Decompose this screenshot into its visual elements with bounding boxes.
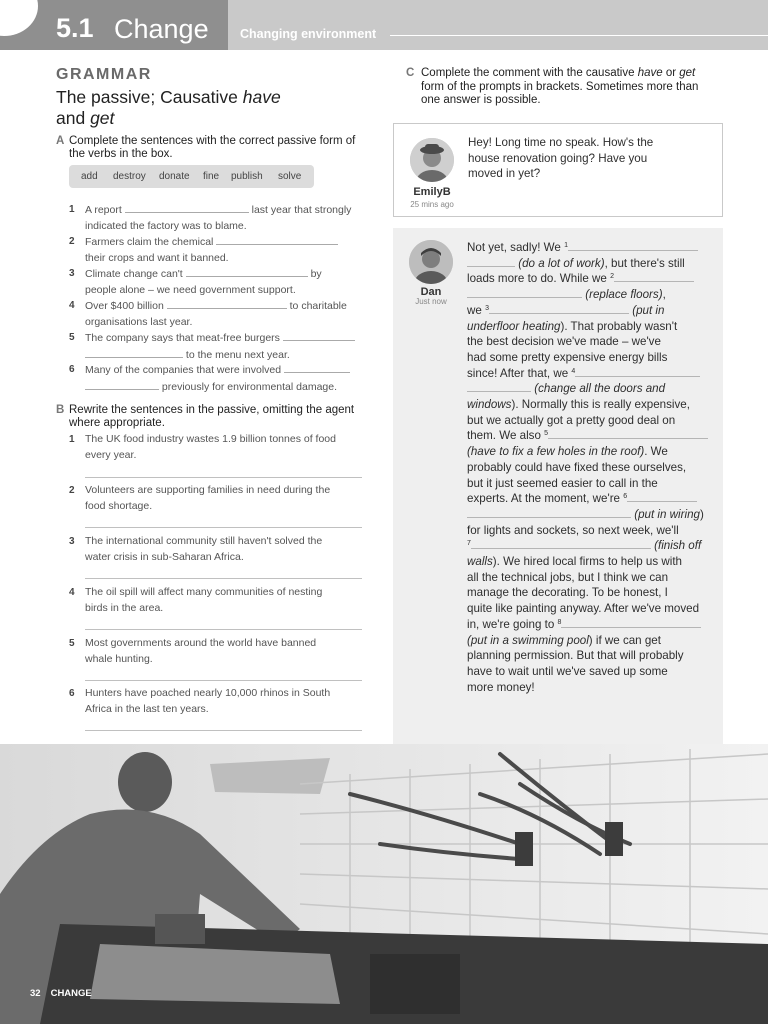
unit-subtitle: Changing environment <box>240 27 377 41</box>
title-text: and <box>56 108 91 128</box>
gap-number: 2 <box>610 273 614 281</box>
answer-line[interactable] <box>85 477 362 478</box>
answer-blank[interactable] <box>186 266 308 277</box>
unit-header <box>0 0 768 50</box>
gap-number: 6 <box>623 493 628 501</box>
item-number: 2 <box>69 236 75 247</box>
item-text: Africa in the last ten years. <box>85 702 209 715</box>
answer-line[interactable] <box>85 730 362 731</box>
comment-line: house renovation going? Have you <box>468 151 648 165</box>
comment-line: quite like painting anyway. After we've moved <box>467 602 700 616</box>
instruction-line: where appropriate. <box>69 417 165 429</box>
gap-blank[interactable] <box>561 618 701 628</box>
item-text: Hunters have poached nearly 10,000 rhinos in South <box>85 687 331 699</box>
gap-number: 4 <box>571 367 576 375</box>
task-letter: A <box>56 135 65 147</box>
instruction-line: the verbs in the box. <box>69 148 173 160</box>
answer-blank[interactable] <box>283 330 355 341</box>
comment-card-dan <box>393 228 723 748</box>
item-text: birds in the area. <box>85 601 164 614</box>
comment-line: probably could have fixed these ourselves, <box>467 460 687 474</box>
prompt-italic: (replace floors) <box>585 288 663 302</box>
item-number: 6 <box>69 364 75 375</box>
section-title <box>56 87 356 129</box>
item-number: 5 <box>69 638 75 649</box>
comment-text-part: experts. At the moment, we're <box>467 492 620 506</box>
comment-line: moved in yet? <box>468 167 541 181</box>
item-number: 1 <box>69 434 75 445</box>
title-text: The passive; Causative <box>56 87 243 107</box>
comment-line: but it just seemed easier to call in the <box>467 476 658 490</box>
word-box-item: fine <box>203 171 220 182</box>
instruction-line: form of the prompts in brackets. Sometimes more than <box>421 80 699 93</box>
item-text: The UK food industry wastes 1.9 billion tonnes of food <box>85 433 336 445</box>
comment-text-part: them. We also <box>467 429 541 443</box>
item-text: The international community still haven't solved the <box>85 535 323 547</box>
prompt-italic: underfloor heating <box>467 319 561 333</box>
footer-label: CHANGE <box>50 988 92 999</box>
comment-text-part: Not yet, sadly! We <box>467 241 561 254</box>
page-number: 32 <box>30 988 41 999</box>
prompt-italic: (put in a swimming pool <box>467 633 589 647</box>
gap-number: 1 <box>564 242 569 249</box>
instruction-line: Complete the sentences with the correct passive form of <box>69 135 356 147</box>
title-italic: have <box>242 87 281 107</box>
prompt-italic: (put in wiring <box>634 507 700 521</box>
comment-text-part: ) <box>699 507 704 521</box>
comment-text-part: ). Normally this is really expensive, <box>511 398 690 412</box>
comment-line: all the technical jobs, but I think we can <box>467 570 669 584</box>
comment-text-part: in, we're going to <box>467 617 555 631</box>
item-text: by <box>310 268 322 280</box>
answer-blank[interactable] <box>216 234 338 245</box>
comment-text <box>467 240 708 695</box>
comment-line: Hey! Long time no speak. How's the <box>468 136 654 149</box>
avatar <box>409 240 453 284</box>
prompt-italic: (put in <box>632 303 665 317</box>
gap-blank[interactable] <box>548 429 708 439</box>
section-label: GRAMMAR <box>56 66 152 83</box>
comment-card-emily <box>393 123 723 217</box>
item-number: 4 <box>69 587 75 598</box>
gap-blank[interactable] <box>489 304 629 314</box>
word-box-item: solve <box>278 171 302 182</box>
item-text: The company says that meat-free burgers <box>85 332 280 344</box>
prompt-italic: (have to fix a few holes in the roof) <box>467 445 645 459</box>
comment-line: the best decision we've made – we've <box>467 335 661 349</box>
comment-line: have to wait until we've saved up some <box>467 664 668 678</box>
item-text: last year that strongly <box>251 204 352 216</box>
item-text: Most governments around the world have banned <box>85 637 317 649</box>
answer-line[interactable] <box>85 680 362 681</box>
word-box-item: donate <box>159 171 190 182</box>
comment-text-part: since! After that, we <box>467 366 569 380</box>
word-box-item: destroy <box>113 171 146 182</box>
comment-line: manage the decorating. To be honest, I <box>467 586 668 600</box>
item-number: 3 <box>69 536 75 547</box>
instruction-text: Complete the comment with the causative <box>421 67 638 79</box>
gap-blank[interactable] <box>568 241 698 251</box>
comment-text-part: loads more to do. While we <box>467 272 607 286</box>
gap-number: 8 <box>557 618 562 626</box>
username: EmilyB <box>413 186 451 198</box>
prompt-italic: windows <box>467 398 512 412</box>
renovation-photo <box>0 744 768 1024</box>
item-text: Climate change can't <box>85 268 183 280</box>
answer-line[interactable] <box>85 527 362 528</box>
comment-text-part: . We <box>644 445 668 459</box>
comment-line: planning permission. But that will probably <box>467 649 684 663</box>
comment-text-part: , but there's still <box>604 256 685 270</box>
gap-blank[interactable] <box>467 288 582 298</box>
item-number: 4 <box>69 300 75 311</box>
item-text: to the menu next year. <box>185 348 290 361</box>
prompt-italic: (change all the doors and <box>534 382 666 396</box>
header-rule <box>390 35 768 36</box>
unit-number: 5.1 <box>56 13 94 43</box>
answer-blank[interactable] <box>167 298 287 309</box>
gap-blank[interactable] <box>614 272 694 282</box>
prompt-italic: (finish off <box>654 539 702 553</box>
comment-line: but we actually got a pretty good deal on <box>467 413 676 427</box>
item-text: whale hunting. <box>85 652 153 665</box>
answer-blank[interactable] <box>85 347 183 358</box>
instruction-line: Rewrite the sentences in the passive, omitting the agent <box>69 404 355 416</box>
item-text: every year. <box>85 448 137 461</box>
item-text: Over $400 billion <box>85 300 164 312</box>
answer-blank[interactable] <box>125 202 249 213</box>
item-text: people alone – we need government support. <box>85 283 296 296</box>
post-time: Just now <box>415 297 447 306</box>
comment-line: for lights and sockets, so next week, we'll <box>467 523 679 537</box>
gap-blank[interactable] <box>467 257 515 267</box>
gap-blank[interactable] <box>467 382 531 392</box>
answer-blank[interactable] <box>85 379 159 390</box>
item-text: Volunteers are supporting families in need during the <box>85 484 331 496</box>
instruction-text: or <box>662 67 680 79</box>
item-text: indicated the factory was to blame. <box>85 219 247 232</box>
comment-text-part: we <box>467 303 482 317</box>
word-box-item: publish <box>231 171 263 182</box>
item-number: 3 <box>69 268 75 279</box>
username: Dan <box>420 286 442 298</box>
item-text: their crops and want it banned. <box>85 251 229 264</box>
item-text: A report <box>85 204 122 216</box>
word-box <box>69 165 314 188</box>
photo-illustration <box>0 744 768 1024</box>
gap-blank[interactable] <box>627 492 697 502</box>
word-box-item: add <box>81 171 98 182</box>
answer-line[interactable] <box>85 629 362 630</box>
title-italic: get <box>90 108 115 128</box>
comment-text-part: ). We hired local firms to help us with <box>492 555 683 569</box>
gap-number: 3 <box>485 304 489 312</box>
instruction-italic: get <box>679 67 696 79</box>
instruction-italic: have <box>637 67 663 79</box>
unit-title: Change <box>114 14 209 44</box>
gap-number: 5 <box>544 430 549 438</box>
comment-text-part: ). That probably wasn't <box>560 319 678 333</box>
instruction-line: one answer is possible. <box>421 94 541 106</box>
comment-text <box>468 135 653 182</box>
gap-blank[interactable] <box>467 508 631 518</box>
comment-text-part: ) if we can get <box>588 633 661 647</box>
answer-blank[interactable] <box>284 362 350 373</box>
item-number: 5 <box>69 332 75 343</box>
item-number: 6 <box>69 688 75 699</box>
avatar <box>410 138 454 182</box>
item-text: food shortage. <box>85 499 153 512</box>
comment-line: more money! <box>467 680 535 694</box>
prompt-italic: walls <box>467 555 493 569</box>
item-text: water crisis in sub-Saharan Africa. <box>85 550 244 563</box>
prompt-italic: (do a lot of work) <box>518 256 605 270</box>
item-text: organisations last year. <box>85 315 193 328</box>
gap-blank[interactable] <box>471 539 651 549</box>
answer-line[interactable] <box>85 578 362 579</box>
gap-number: 7 <box>467 540 471 548</box>
task-letter: C <box>406 67 415 79</box>
item-number: 1 <box>69 204 75 215</box>
task-letter: B <box>56 404 65 416</box>
item-text: Farmers claim the chemical <box>85 236 214 248</box>
page-footer <box>30 988 102 999</box>
gap-blank[interactable] <box>575 367 700 377</box>
item-text: previously for environmental damage. <box>161 380 338 393</box>
item-number: 2 <box>69 485 75 496</box>
item-text: to charitable <box>289 300 347 312</box>
item-text: The oil spill will affect many communities of nesting <box>85 586 323 598</box>
comment-text-part: , <box>662 288 666 302</box>
post-time: 25 mins ago <box>410 200 454 209</box>
item-text: Many of the companies that were involved <box>85 364 282 376</box>
comment-line: had some pretty expensive energy bills <box>467 350 668 364</box>
